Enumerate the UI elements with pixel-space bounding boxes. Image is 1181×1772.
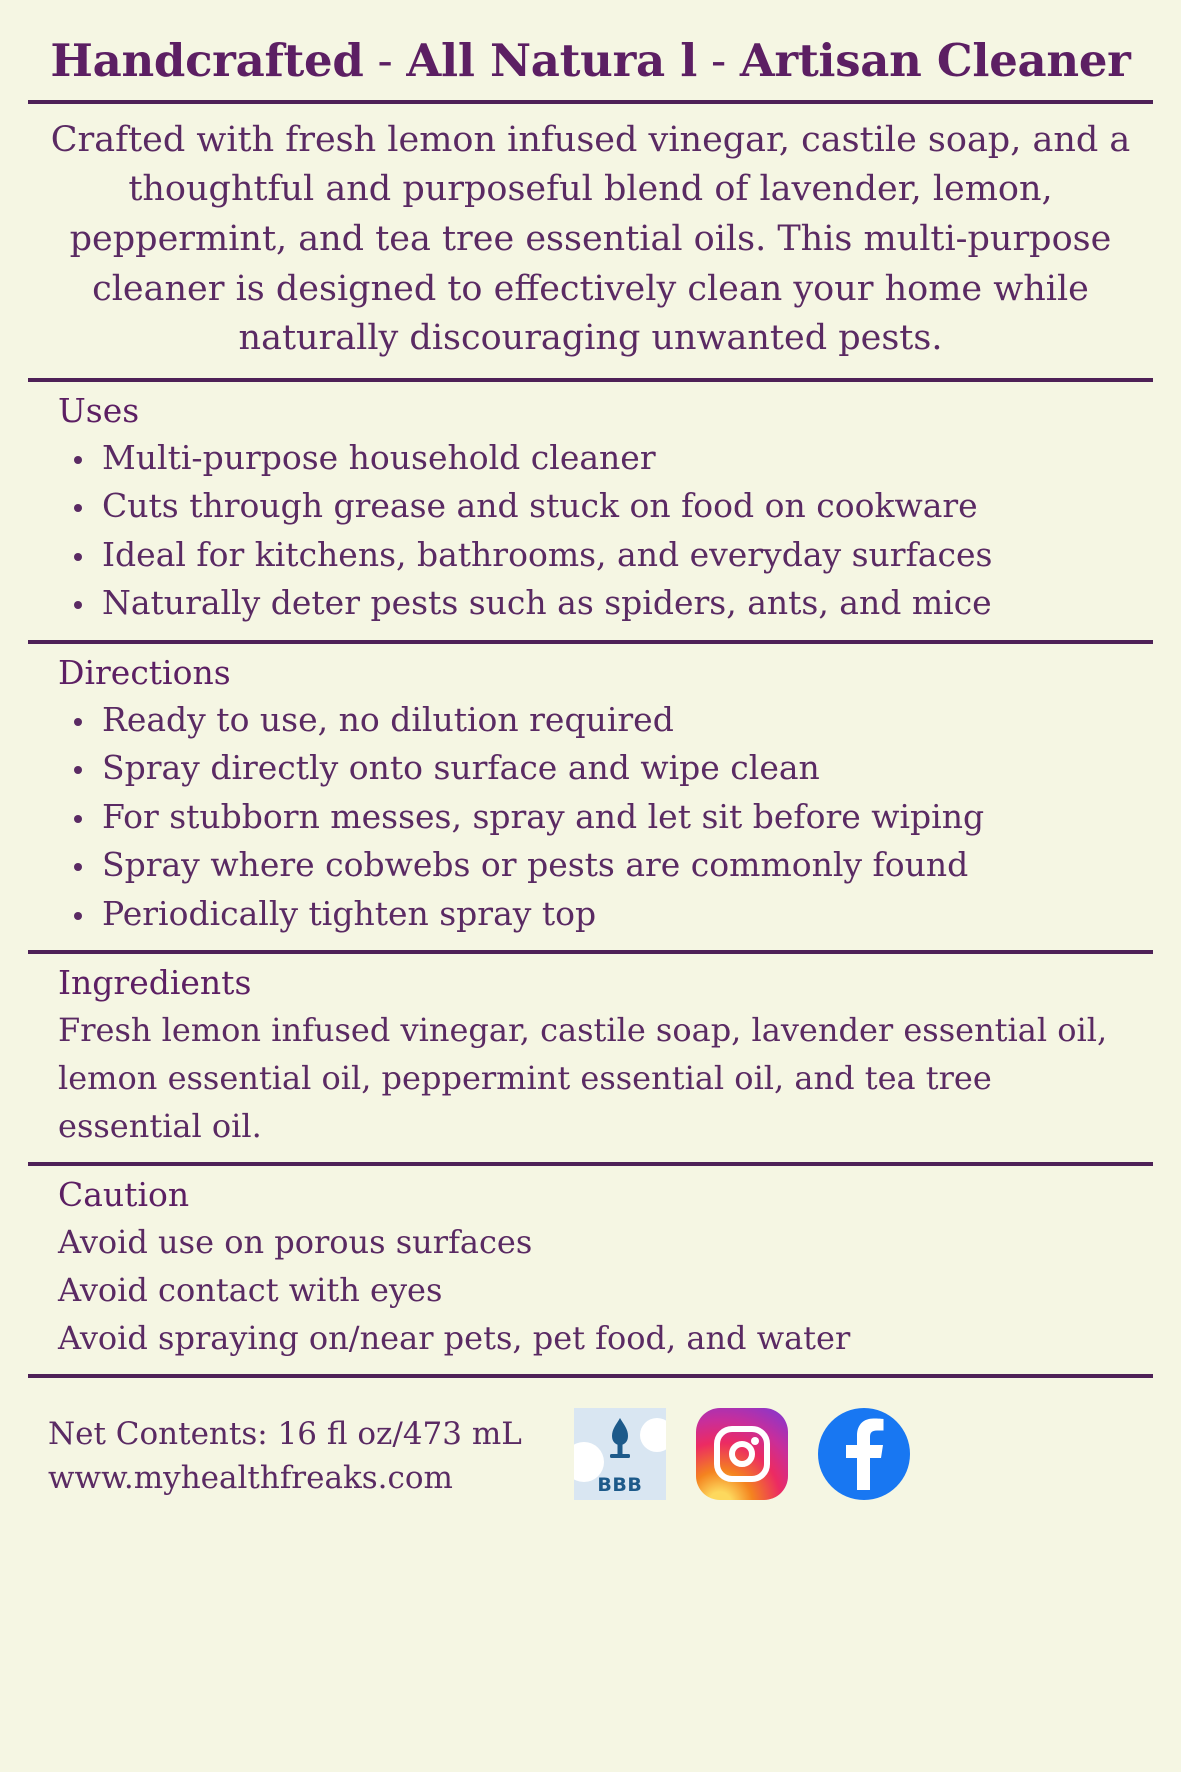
uses-section [28,382,1153,640]
list-item: Multi-purpose household cleaner [58,434,1143,483]
caution-line: Avoid contact with eyes [58,1271,443,1310]
title-part-handcrafted: Handcrafted [50,34,364,87]
title-part-all-natural: All Natura l [406,34,697,87]
list-item: Periodically tighten spray top [58,890,1143,939]
directions-section [28,644,1153,950]
footer-text-block [48,1404,522,1500]
website-url[interactable]: www.myhealthfreaks.com [48,1460,453,1497]
ingredients-section [28,954,1153,1162]
net-contents: Net Contents: 16 fl oz/473 mL [48,1416,522,1453]
list-item: For stubborn messes, spray and let sit before wiping [58,793,1143,842]
title-block [28,0,1153,100]
instagram-flash-dot-shape [751,1437,759,1445]
footer [28,1378,1153,1772]
page-title [28,36,1153,86]
list-item: Spray directly onto surface and wipe clean [58,744,1143,793]
title-separator-1: - [363,34,407,87]
caution-line: Avoid use on porous surfaces [58,1223,533,1262]
uses-list [58,434,1143,628]
bbb-cloud-right-shape [640,1418,666,1452]
ingredients-text: Fresh lemon infused vinegar, castile soap, lavender essential oil, lemon essential oil, peppermint essential oil, and tea tree essential oil. [58,1011,1108,1146]
uses-heading: Uses [58,390,140,430]
facebook-logo[interactable] [818,1408,910,1500]
facebook-f-icon [836,1418,892,1490]
caution-heading: Caution [58,1175,190,1215]
list-item: Ideal for kitchens, bathrooms, and everyday surfaces [58,531,1143,580]
title-part-artisan-cleaner: Artisan Cleaner [739,34,1131,87]
bbb-torch-icon [603,1416,637,1464]
directions-heading: Directions [58,652,231,692]
bbb-logo[interactable] [574,1408,666,1500]
ingredients-heading: Ingredients [58,963,252,1003]
caution-line: Avoid spraying on/near pets, pet food, and water [58,1319,851,1358]
list-item: Ready to use, no dilution required [58,696,1143,745]
instagram-logo[interactable] [696,1408,788,1500]
bbb-logo-label: BBB [597,1474,643,1497]
footer-logo-row [522,1404,1141,1500]
list-item: Naturally deter pests such as spiders, ants, and mice [58,579,1143,628]
instagram-camera-icon [714,1426,770,1482]
title-separator-2: - [697,34,740,87]
instagram-lens-shape [729,1441,755,1467]
caution-section [28,1166,1153,1374]
list-item: Spray where cobwebs or pests are commonly found [58,841,1143,890]
list-item: Cuts through grease and stuck on food on cookware [58,482,1143,531]
product-description: Crafted with fresh lemon infused vinegar, castile soap, and a thoughtful and purposeful blend of lavender, lemon, peppermint, and tea tree essential oils. This multi-purpose cleaner is designed to effectively clean your home while naturally discouraging unwanted pests. [50,119,1131,359]
directions-list [58,696,1143,939]
